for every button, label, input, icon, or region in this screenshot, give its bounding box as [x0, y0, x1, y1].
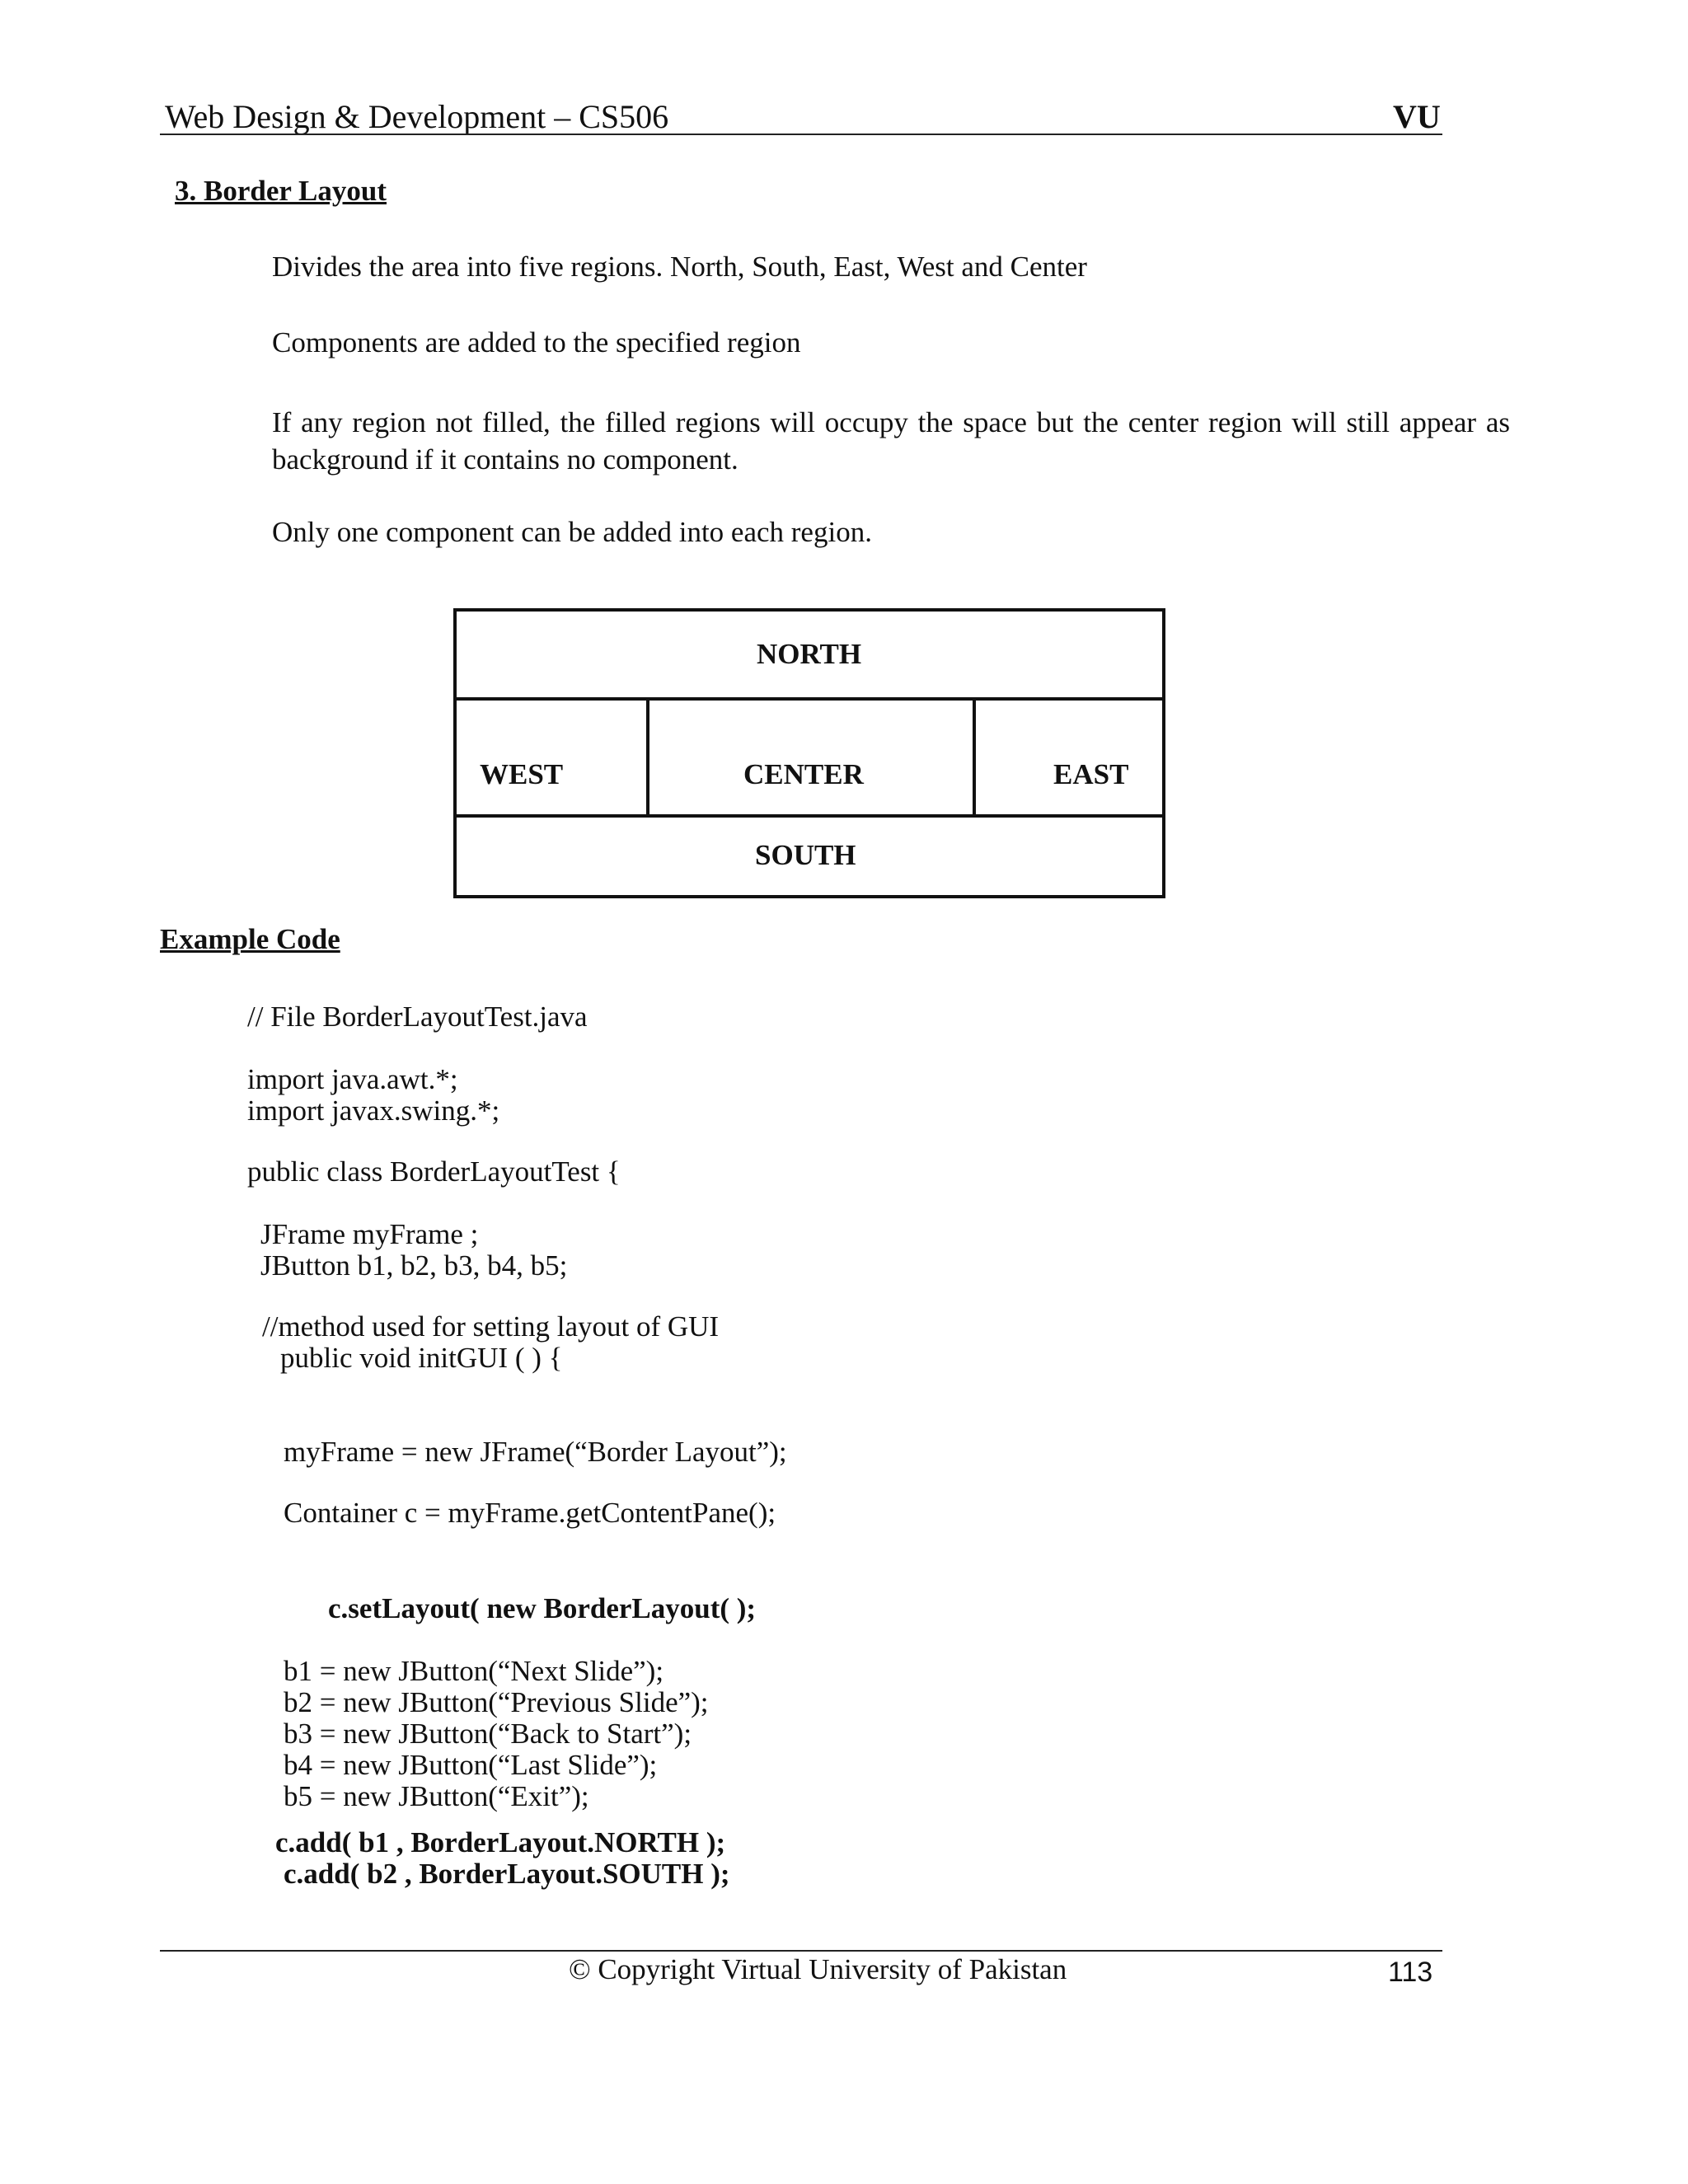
diagram-divider-north	[457, 697, 1162, 701]
border-layout-diagram	[453, 608, 1165, 898]
footer-rule	[160, 1950, 1442, 1952]
header-brand: VU	[1393, 98, 1441, 135]
page-number: 113	[1388, 1957, 1433, 1988]
code-line: //method used for setting layout of GUI	[262, 1310, 720, 1343]
code-line: b4 = new JButton(“Last Slide”);	[284, 1749, 658, 1781]
code-line: b1 = new JButton(“Next Slide”);	[284, 1655, 664, 1687]
example-code-heading: Example Code	[160, 923, 340, 955]
paragraph-one-component: Only one component can be added into each region.	[272, 516, 872, 548]
code-line: import javax.swing.*;	[247, 1094, 500, 1127]
paragraph-components: Components are added to the specified region	[272, 326, 801, 359]
region-west-label: WEST	[480, 758, 564, 790]
region-east-label: EAST	[1053, 758, 1129, 790]
footer-copyright: © Copyright Virtual University of Pakistan	[569, 1953, 1067, 1985]
paragraph-regions: Divides the area into five regions. North, South, East, West and Center	[272, 251, 1087, 283]
code-line: b5 = new JButton(“Exit”);	[284, 1780, 589, 1812]
code-line: Container c = myFrame.getContentPane();	[284, 1497, 776, 1529]
code-line: // File BorderLayoutTest.java	[247, 1001, 588, 1033]
diagram-divider-south	[457, 814, 1162, 818]
code-line: JFrame myFrame ;	[260, 1218, 479, 1250]
header-rule	[160, 134, 1442, 135]
code-line: myFrame = new JFrame(“Border Layout”);	[284, 1436, 787, 1468]
region-south-label: SOUTH	[755, 839, 856, 871]
code-line: public void initGUI ( ) {	[280, 1342, 563, 1374]
region-center-label: CENTER	[743, 758, 864, 790]
paragraph-unfilled-regions: If any region not filled, the filled regions will occupy the space but the center region will still appear as background if it contains no component.	[272, 406, 1510, 476]
diagram-divider-east	[973, 699, 976, 816]
code-line: b3 = new JButton(“Back to Start”);	[284, 1718, 692, 1750]
region-north-label: NORTH	[757, 638, 862, 670]
code-line: b2 = new JButton(“Previous Slide”);	[284, 1686, 709, 1718]
diagram-divider-west	[646, 699, 649, 816]
code-line: c.add( b2 , BorderLayout.SOUTH );	[284, 1858, 730, 1890]
code-line: JButton b1, b2, b3, b4, b5;	[260, 1249, 568, 1282]
code-line: c.add( b1 , BorderLayout.NORTH );	[275, 1826, 726, 1858]
section-heading: 3. Border Layout	[175, 175, 387, 207]
code-line: c.setLayout( new BorderLayout( );	[328, 1592, 757, 1624]
code-line: import java.awt.*;	[247, 1063, 458, 1095]
code-line: public class BorderLayoutTest {	[247, 1155, 621, 1188]
header-course-title: Web Design & Development – CS506	[165, 98, 669, 135]
